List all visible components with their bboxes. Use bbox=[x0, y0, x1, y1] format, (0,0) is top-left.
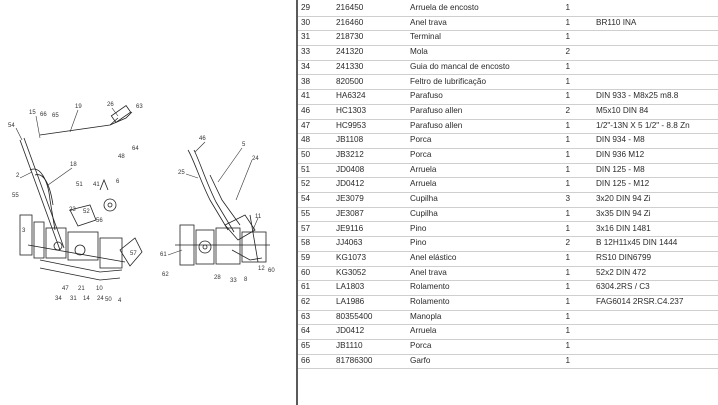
callout-50: 50 bbox=[105, 297, 112, 303]
quantity: 1 bbox=[565, 120, 570, 130]
callout-15: 15 bbox=[29, 110, 36, 116]
part-description: Rolamento bbox=[410, 282, 450, 292]
callout-14: 14 bbox=[83, 296, 90, 302]
item-number: 60 bbox=[301, 267, 311, 277]
item-number: 57 bbox=[301, 223, 311, 233]
table-row bbox=[298, 133, 718, 149]
callout-2: 2 bbox=[16, 173, 20, 179]
part-description: Arruela bbox=[410, 164, 437, 174]
callout-3: 3 bbox=[22, 228, 26, 234]
part-code: JD0408 bbox=[336, 164, 365, 174]
table-row bbox=[298, 75, 718, 91]
part-description: Parafuso bbox=[410, 91, 443, 101]
part-description: Arruela bbox=[410, 179, 437, 189]
part-description: Anel elástico bbox=[410, 252, 457, 262]
table-row bbox=[298, 30, 718, 46]
left-assembly bbox=[20, 106, 142, 280]
part-description: Guia do mancal de encosto bbox=[410, 61, 510, 71]
quantity: 1 bbox=[565, 223, 570, 233]
item-number: 58 bbox=[301, 238, 311, 248]
callout-11: 11 bbox=[255, 214, 262, 220]
table-row bbox=[298, 280, 718, 296]
callout-18: 18 bbox=[70, 162, 77, 168]
quantity: 1 bbox=[565, 164, 570, 174]
part-description: Arruela bbox=[410, 326, 437, 336]
callout-60: 60 bbox=[268, 268, 275, 274]
quantity: 1 bbox=[565, 252, 570, 262]
table-row bbox=[298, 222, 718, 238]
table-row bbox=[298, 251, 718, 267]
part-description: Garfo bbox=[410, 355, 431, 365]
callout-61: 61 bbox=[160, 252, 167, 258]
quantity: 1 bbox=[565, 32, 570, 42]
callout-66: 66 bbox=[40, 112, 47, 118]
callout-28: 28 bbox=[214, 275, 221, 281]
quantity: 1 bbox=[565, 326, 570, 336]
reference: RS10 DIN6799 bbox=[596, 252, 652, 262]
part-code: JE3087 bbox=[336, 208, 364, 218]
item-number: 61 bbox=[301, 282, 311, 292]
callout-25: 25 bbox=[178, 170, 185, 176]
callout-8: 8 bbox=[244, 277, 248, 283]
callout-48: 48 bbox=[118, 154, 125, 160]
quantity: 1 bbox=[565, 311, 570, 321]
item-number: 63 bbox=[301, 311, 311, 321]
callout-5: 5 bbox=[242, 142, 246, 148]
item-number: 62 bbox=[301, 297, 311, 306]
part-code: 80355400 bbox=[336, 311, 373, 321]
callout-47: 47 bbox=[62, 286, 69, 292]
part-code: JB3212 bbox=[336, 150, 364, 159]
part-code: KG1073 bbox=[336, 252, 367, 262]
callout-4: 4 bbox=[118, 298, 122, 304]
callout-24-right: 24 bbox=[252, 156, 259, 162]
table-row bbox=[298, 295, 718, 311]
part-description: Rolamento bbox=[410, 297, 450, 306]
callout-52: 52 bbox=[83, 209, 90, 215]
part-code: 241320 bbox=[336, 47, 364, 57]
item-number: 33 bbox=[301, 47, 311, 57]
item-number: 55 bbox=[301, 208, 311, 218]
item-number: 64 bbox=[301, 326, 311, 336]
quantity: 3 bbox=[565, 194, 570, 204]
callout-57: 57 bbox=[130, 251, 137, 257]
part-code: 218730 bbox=[336, 32, 364, 42]
quantity: 1 bbox=[565, 208, 570, 218]
item-number: 30 bbox=[301, 17, 311, 27]
part-code: 216460 bbox=[336, 17, 364, 27]
table-row bbox=[298, 148, 718, 164]
callout-51: 51 bbox=[76, 182, 83, 188]
part-code: LA1986 bbox=[336, 297, 365, 306]
item-number: 54 bbox=[301, 194, 311, 204]
callout-65: 65 bbox=[52, 113, 59, 119]
part-description: Porca bbox=[410, 135, 432, 145]
part-description: Porca bbox=[410, 150, 432, 159]
callout-12: 12 bbox=[258, 266, 265, 272]
quantity: 2 bbox=[565, 47, 570, 57]
reference: DIN 934 - M8 bbox=[596, 135, 645, 145]
part-description: Porca bbox=[410, 341, 432, 351]
part-code: KG3052 bbox=[336, 267, 367, 277]
callout-41: 41 bbox=[93, 182, 100, 188]
table-row bbox=[298, 192, 718, 208]
callout-55: 55 bbox=[12, 193, 19, 199]
item-number: 59 bbox=[301, 252, 311, 262]
part-description: Mola bbox=[410, 47, 428, 57]
quantity: 1 bbox=[565, 135, 570, 145]
quantity: 1 bbox=[565, 282, 570, 292]
part-code: LA1803 bbox=[336, 282, 365, 292]
item-number: 66 bbox=[301, 355, 311, 365]
table-row bbox=[298, 16, 718, 32]
item-number: 38 bbox=[301, 76, 311, 86]
part-description: Pino bbox=[410, 238, 427, 248]
callout-46: 46 bbox=[199, 136, 206, 142]
part-code: JD0412 bbox=[336, 326, 365, 336]
callout-56: 56 bbox=[96, 218, 103, 224]
reference: DIN 936 M12 bbox=[596, 150, 645, 159]
table-row bbox=[298, 324, 718, 340]
table-row bbox=[298, 266, 718, 282]
item-number: 46 bbox=[301, 105, 311, 115]
part-description: Manopla bbox=[410, 311, 442, 321]
part-code: 81786300 bbox=[336, 355, 373, 365]
part-description: Cupilha bbox=[410, 208, 438, 218]
reference: 52x2 DIN 472 bbox=[596, 267, 647, 277]
part-code: 820500 bbox=[336, 76, 364, 86]
table-row bbox=[298, 1, 718, 17]
quantity: 1 bbox=[565, 341, 570, 351]
quantity: 1 bbox=[565, 150, 570, 159]
quantity: 1 bbox=[565, 355, 570, 365]
item-number: 52 bbox=[301, 179, 311, 189]
part-description: Feltro de lubrificação bbox=[410, 76, 486, 86]
item-number: 48 bbox=[301, 135, 311, 145]
part-code: JB1110 bbox=[336, 341, 363, 351]
item-number: 31 bbox=[301, 32, 311, 42]
part-code: JJ4063 bbox=[336, 238, 363, 248]
reference: DIN 125 - M8 bbox=[596, 164, 645, 174]
item-number: 51 bbox=[301, 164, 311, 174]
callout-54: 54 bbox=[8, 123, 15, 129]
table-row bbox=[298, 104, 718, 120]
quantity: 1 bbox=[565, 91, 570, 101]
right-assembly bbox=[175, 150, 270, 265]
table-row bbox=[298, 236, 718, 252]
table-row bbox=[298, 207, 718, 223]
quantity: 1 bbox=[565, 297, 570, 306]
reference: M5x10 DIN 84 bbox=[596, 105, 649, 115]
quantity: 2 bbox=[565, 105, 570, 115]
part-code: HC1303 bbox=[336, 105, 367, 115]
reference: BR110 INA bbox=[596, 17, 637, 27]
table-row bbox=[298, 119, 718, 135]
callout-21: 21 bbox=[78, 286, 85, 292]
quantity: 1 bbox=[565, 76, 570, 86]
table-row bbox=[298, 354, 718, 370]
part-description: Parafuso allen bbox=[410, 120, 463, 130]
part-code: HC9953 bbox=[336, 120, 367, 130]
callout-64: 64 bbox=[132, 146, 139, 152]
item-number: 34 bbox=[301, 61, 311, 71]
callout-labels bbox=[8, 102, 275, 304]
leader-lines bbox=[16, 108, 258, 255]
table-row bbox=[298, 310, 718, 326]
table-row bbox=[298, 339, 718, 355]
part-description: Arruela de encosto bbox=[410, 3, 479, 12]
reference: DIN 125 - M12 bbox=[596, 179, 650, 189]
assembly-drawing bbox=[0, 0, 296, 405]
table-row bbox=[298, 45, 718, 61]
part-description: Parafuso allen bbox=[410, 105, 463, 115]
callout-62: 62 bbox=[162, 272, 169, 278]
callout-34: 34 bbox=[55, 296, 62, 302]
parts-table bbox=[298, 0, 718, 405]
callout-33: 33 bbox=[230, 278, 237, 284]
table-row bbox=[298, 177, 718, 193]
callout-10: 10 bbox=[96, 286, 103, 292]
part-code: JB1108 bbox=[336, 135, 364, 145]
callout-63: 63 bbox=[136, 104, 143, 110]
item-number: 41 bbox=[301, 91, 311, 101]
part-code: 241330 bbox=[336, 61, 364, 71]
quantity: 2 bbox=[565, 238, 570, 248]
part-description: Terminal bbox=[410, 32, 441, 42]
part-description: Pino bbox=[410, 223, 427, 233]
part-description: Cupilha bbox=[410, 194, 438, 204]
reference: FAG6014 2RSR.C4.237 bbox=[596, 297, 684, 306]
item-number: 65 bbox=[301, 341, 311, 351]
part-code: JE9116 bbox=[336, 223, 364, 233]
reference: DIN 933 - M8x25 m8.8 bbox=[596, 91, 679, 101]
quantity: 1 bbox=[565, 3, 570, 12]
reference: 3x20 DIN 94 Zi bbox=[596, 194, 651, 204]
callout-24: 24 bbox=[97, 296, 104, 302]
item-number: 47 bbox=[301, 120, 311, 130]
reference: B 12H11x45 DIN 1444 bbox=[596, 238, 678, 248]
reference: 1/2"-13N X 5 1/2" - 8.8 Zn bbox=[596, 120, 690, 130]
part-code: JD0412 bbox=[336, 179, 365, 189]
callout-6: 6 bbox=[116, 179, 120, 185]
callout-26: 26 bbox=[107, 102, 114, 108]
callout-19: 19 bbox=[75, 104, 82, 110]
part-code: 216450 bbox=[336, 3, 364, 12]
part-code: JE3079 bbox=[336, 194, 364, 204]
item-number: 29 bbox=[301, 3, 311, 12]
part-description: Anel trava bbox=[410, 17, 447, 27]
callout-23: 23 bbox=[69, 207, 76, 213]
table-row bbox=[298, 60, 718, 76]
table-row bbox=[298, 89, 718, 105]
quantity: 1 bbox=[565, 267, 570, 277]
item-number: 50 bbox=[301, 150, 311, 159]
reference: 6304.2RS / C3 bbox=[596, 282, 650, 292]
table-row bbox=[298, 163, 718, 179]
part-description: Anel trava bbox=[410, 267, 447, 277]
part-code: HA6324 bbox=[336, 91, 366, 101]
callout-31: 31 bbox=[70, 296, 77, 302]
quantity: 1 bbox=[565, 179, 570, 189]
quantity: 1 bbox=[565, 17, 570, 27]
quantity: 1 bbox=[565, 61, 570, 71]
reference: 3x35 DIN 94 Zi bbox=[596, 208, 651, 218]
reference: 3x16 DIN 1481 bbox=[596, 223, 651, 233]
